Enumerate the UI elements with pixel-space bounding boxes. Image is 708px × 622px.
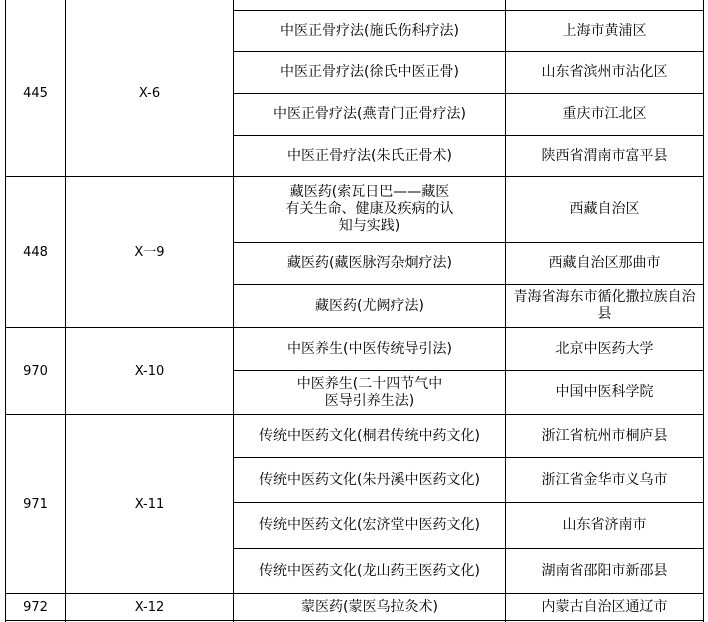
item-number: 972 (23, 600, 48, 615)
project-name: 传统中医药文化(桐君传统中药文化) (259, 427, 480, 444)
applicant-region: 浙江省杭州市桐庐县 (541, 427, 668, 444)
table-top-border (233, 10, 704, 11)
project-name: 藏医药(索瓦日巴——藏医 有关生命、健康及疾病的认 知与实践) (285, 184, 454, 234)
applicant-region: 西藏自治区那曲市 (548, 255, 661, 271)
item-number: 445 (23, 86, 48, 101)
project-name: 传统中医药文化(朱丹溪中医药文化) (259, 471, 480, 488)
item-number: 970 (23, 363, 48, 379)
applicant-region: 西藏自治区 (569, 201, 640, 217)
project-name: 传统中医药文化(龙山药王医药文化) (259, 562, 480, 579)
project-name: 中医正骨疗法(朱氏正骨术) (287, 147, 452, 164)
item-code: X一9 (134, 244, 165, 260)
project-name: 中医养生(二十四节气中 医导引养生法) (296, 375, 443, 409)
applicant-region: 北京中医药大学 (555, 340, 654, 357)
applicant-region: 重庆市江北区 (562, 106, 647, 122)
project-name: 中医正骨疗法(燕青门正骨疗法) (273, 106, 466, 122)
applicant-region: 山东省济南市 (562, 517, 647, 533)
applicant-region: 湖南省邵阳市新邵县 (541, 562, 668, 579)
item-code: X-11 (134, 496, 165, 512)
applicant-region: 浙江省金华市义乌市 (541, 471, 668, 488)
applicant-region: 中国中医科学院 (555, 384, 654, 400)
item-number: 448 (23, 244, 48, 260)
applicant-region: 陕西省渭南市富平县 (541, 147, 668, 164)
project-name: 中医正骨疗法(施氏伤科疗法) (280, 22, 459, 39)
item-code: X-6 (138, 86, 161, 101)
project-name: 中医养生(中医传统导引法) (287, 340, 452, 357)
project-name: 藏医药(藏医脉泻杂炯疗法) (287, 255, 452, 271)
applicant-region: 山东省滨州市沾化区 (541, 64, 668, 80)
project-name: 传统中医药文化(宏济堂中医药文化) (259, 517, 480, 533)
item-code: X-12 (134, 600, 165, 615)
applicant-region: 上海市黄浦区 (562, 22, 647, 39)
item-code: X-10 (134, 363, 165, 379)
applicant-region: 青海省海东市循化撒拉族自治 县 (513, 289, 696, 322)
applicant-region: 内蒙古自治区通辽市 (541, 599, 668, 615)
table-bottom-border (5, 620, 704, 621)
project-name: 蒙医药(蒙医乌拉灸术) (301, 599, 438, 615)
project-name: 藏医药(尤阙疗法) (315, 297, 424, 314)
project-name: 中医正骨疗法(徐氏中医正骨) (280, 64, 459, 80)
item-number: 971 (23, 496, 48, 512)
